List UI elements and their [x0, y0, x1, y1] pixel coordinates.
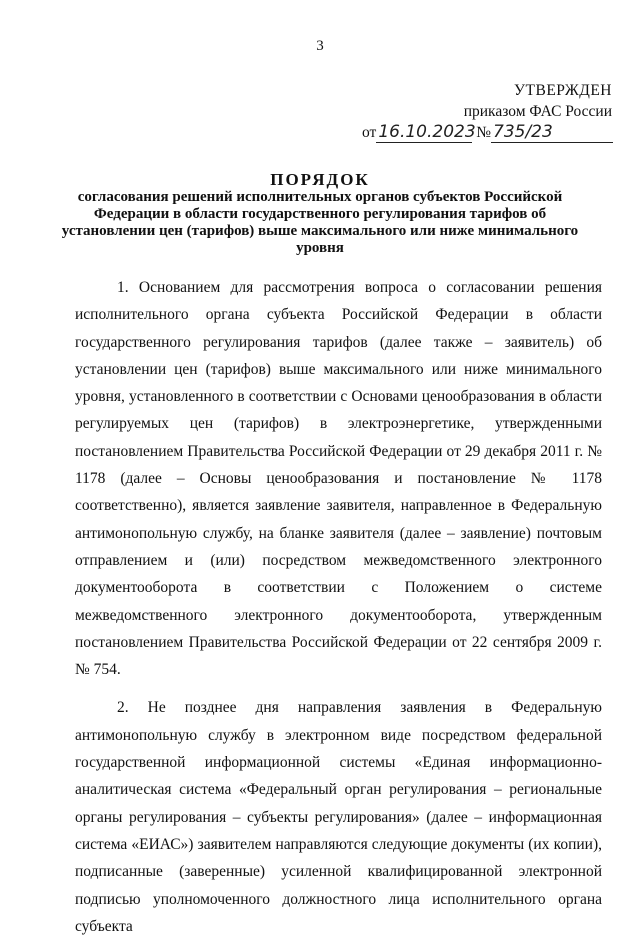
- approval-order: приказом ФАС России: [463, 103, 612, 120]
- document-subtitle: согласования решений исполнительных органов субъектов Российской Федерации в области государственного регулирования тарифов об установлении цен (тарифов) выше максимального или ниже минимального уровня: [61, 189, 579, 256]
- from-label: от: [362, 124, 377, 141]
- page-number: 3: [316, 38, 324, 54]
- document-title: ПОРЯДОК: [270, 170, 370, 189]
- number-label: №: [476, 124, 491, 141]
- paragraph-1: 1. Основанием для рассмотрения вопроса о согласовании решения исполнительного органа субъекта Российской Федерации в области государственного регулирования тарифов (далее также – заявитель) об установлении цен (тарифов) выше максимального или ниже минимального уровня, установленного в соответствии с Основами ценообразования в области регулируемых цен (тарифов) в электроэнергетике, утвержденными постановлением Правительства Российской Федерации от 29 декабря 2011 г. № 1178 (далее – Основы ценообразования и постановление № 1178 соответственно), является заявление заявителя, направленное в Федеральную антимонопольную службу, на бланке заявителя (далее – заявление) почтовым отправлением и (или) посредством межведомственного электронного документооборота в соответствии с Положением о системе межведомственного электронного документооборота, утвержденным постановлением Правительства Российской Федерации от 22 сентября 2009 г. № 754.: [75, 279, 602, 679]
- handwritten-number: 735/23: [491, 123, 613, 143]
- approval-block: [362, 80, 612, 143]
- approval-date-line: [362, 122, 612, 143]
- approval-heading: УТВЕРЖДЕН: [514, 82, 612, 99]
- document-body: [75, 274, 602, 951]
- paragraph-2: 2. Не позднее дня направления заявления в Федеральную антимонопольную службу в электронном виде посредством федеральной государственной информационной системы «Единая информационно-аналитическая система «Федеральный орган регулирования – региональные органы регулирования – субъекты регулирования» (далее – информационная система «ЕИАС») заявителем направляются следующие документы (их копии), подписанные (заверенные) усиленной квалифицированной электронной подписью уполномоченного должностного лица исполнительного органа субъекта: [75, 699, 602, 935]
- handwritten-date: 16.10.2023: [378, 122, 476, 142]
